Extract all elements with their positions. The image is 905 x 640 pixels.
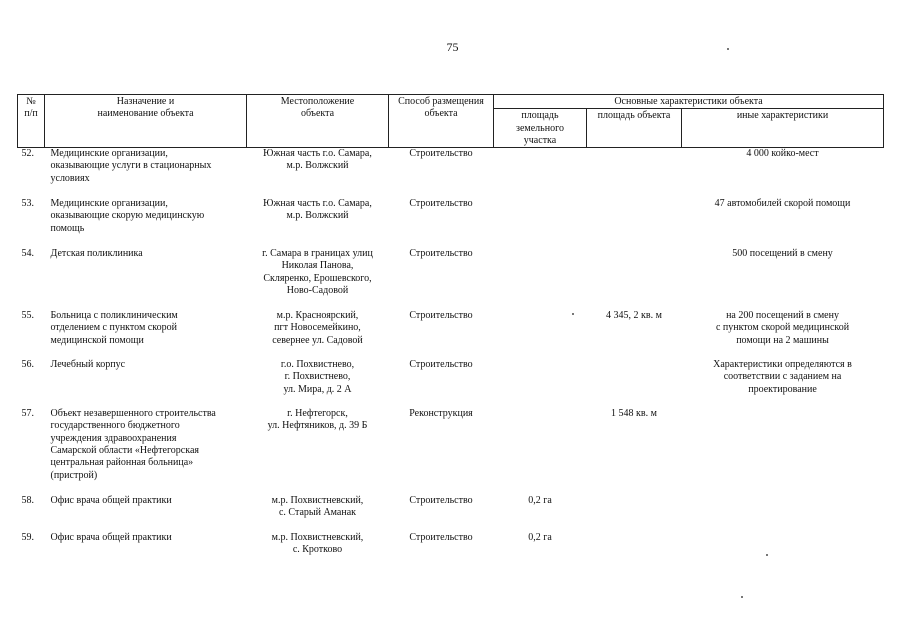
row-land-area: 0,2 га [528,495,552,507]
row-other: Характеристики определяются в соответствии с заданием на проектирование [713,359,852,395]
header-placement: Способ размещения объекта [389,95,494,148]
row-location: м.р. Похвистневский, с. Кротково [271,532,364,556]
row-num: 54. [21,248,34,260]
row-placement: Строительство [409,198,473,210]
row-num: 53. [21,198,34,210]
row-location: г. Самара в границах улиц Николая Панова, Скляренко, Ерошевского, Ново-Садовой [262,248,373,297]
row-location: м.р. Похвистневский, с. Старый Аманак [271,495,364,519]
row-land-area [494,408,587,495]
table-row [18,198,884,248]
row-object-area: 4 345, 2 кв. м [606,310,662,322]
row-name: Детская поликлиника [50,248,143,260]
table-row [18,310,884,359]
row-num: 52. [21,148,34,160]
scan-speck [741,596,743,598]
scan-speck [727,48,729,50]
row-object-area [587,248,682,310]
row-other: 47 автомобилей скорой помощи [714,198,851,210]
table-row [18,495,884,532]
table-row [18,148,884,199]
header-name: Назначение и наименование объекта [45,95,247,148]
table-row [18,248,884,310]
header-land-area: площадь земельного участка [494,109,587,148]
row-other [682,532,884,562]
header-main-characteristics: Основные характеристики объекта [494,95,884,109]
row-num: 57. [21,408,34,420]
objects-table [17,94,884,562]
row-land-area [494,198,587,248]
row-placement: Строительство [409,310,473,322]
row-other: 500 посещений в смену [732,248,833,260]
row-location: г.о. Похвистнево, г. Похвистнево, ул. Мира, д. 2 А [280,359,355,395]
row-name: Объект незавершенного строительства государственного бюджетного учреждения здравоохранения Самарской области «Нефтегорская центральная районная больница» (пристрой) [50,408,216,481]
header-location: Местоположение объекта [247,95,389,148]
page-number: 75 [446,40,459,54]
row-placement: Строительство [409,248,473,260]
row-land-area [494,248,587,310]
table-header [18,95,884,148]
scan-speck [572,313,574,315]
header-object-area: площадь объекта [587,109,682,148]
row-location: Южная часть г.о. Самара, м.р. Волжский [263,198,372,222]
row-num: 58. [21,495,34,507]
row-placement: Строительство [409,495,473,507]
row-other: 4 000 койко-мест [746,148,819,160]
row-placement: Строительство [409,359,473,371]
row-num: 55. [21,310,34,322]
row-land-area: 0,2 га [528,532,552,544]
row-name: Медицинские организации, оказывающие услуги в стационарных условиях [50,148,212,184]
row-other: на 200 посещений в смену с пунктом скорой медицинской помощи на 2 машины [715,310,850,346]
header-num: № п/п [18,95,45,148]
row-other [682,408,884,495]
row-num: 59. [21,532,34,544]
row-placement: Строительство [409,148,473,160]
table-body [18,148,884,563]
header-other: иные характеристики [682,109,884,148]
row-location: м.р. Красноярский, пгт Новосемейкино, севернее ул. Садовой [272,310,363,346]
table-row [18,408,884,495]
row-object-area [587,359,682,408]
row-object-area [587,148,682,199]
row-object-area [587,532,682,562]
row-land-area [494,310,587,359]
row-object-area [587,198,682,248]
row-land-area [494,148,587,199]
row-other [682,495,884,532]
row-object-area [587,495,682,532]
table-row [18,532,884,562]
row-placement: Реконструкция [409,408,473,420]
row-name: Лечебный корпус [50,359,126,371]
scan-speck [766,554,768,556]
row-name: Медицинские организации, оказывающие скорую медицинскую помощь [50,198,205,234]
row-num: 56. [21,359,34,371]
row-name: Офис врача общей практики [50,532,172,544]
row-placement: Строительство [409,532,473,544]
row-location: Южная часть г.о. Самара, м.р. Волжский [263,148,372,172]
row-name: Больница с поликлиническим отделением с пунктом скорой медицинской помощи [50,310,178,346]
row-object-area: 1 548 кв. м [611,408,657,420]
table-row [18,359,884,408]
row-land-area [494,359,587,408]
row-location: г. Нефтегорск, ул. Нефтяников, д. 39 Б [267,408,368,432]
row-name: Офис врача общей практики [50,495,172,507]
